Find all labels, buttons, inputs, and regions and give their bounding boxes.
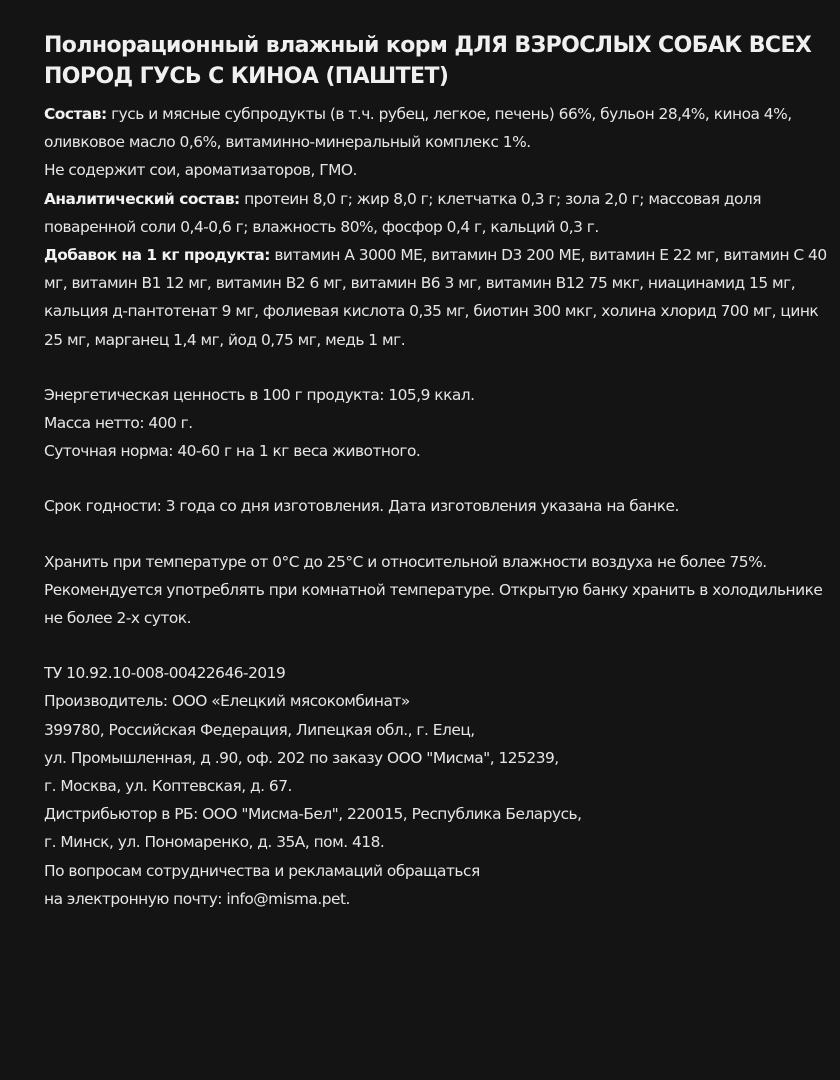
manufacturer-line: Производитель: ООО «Елецкий мясокомбинат» xyxy=(44,692,410,711)
spacer xyxy=(44,354,834,381)
composition-text: гусь и мясные субпродукты (в т.ч. рубец, легкое, печень) 66%, бульон 28,4%, киноа 4%, оливковое масло 0,6%, витаминно-минеральный комплекс 1%. xyxy=(44,105,792,152)
composition-label: Состав: xyxy=(44,105,107,123)
no-soy-line: Не содержит сои, ароматизаторов, ГМО. xyxy=(44,161,357,180)
analytical-text: протеин 8,0 г; жир 8,0 г; клетчатка 0,3 г; зола 2,0 г; массовая доля поваренной соли 0,4-0,6 г; влажность 80%, фосфор 0,4 г, кальций 0,3 г. xyxy=(44,189,762,236)
contact-line-1: По вопросам сотрудничества и рекламаций обращаться xyxy=(44,861,480,880)
address-line-1: 399780, Российская Федерация, Липецкая обл., г. Елец, xyxy=(44,720,475,739)
spacer xyxy=(44,465,834,492)
contact-line-2: на электронную почту: info@misma.pet. xyxy=(44,889,350,908)
additives-label: Добавок на 1 кг продукта: xyxy=(44,246,270,265)
additives-paragraph xyxy=(44,241,834,354)
shelf-life-paragraph: Срок годности: 3 года со дня изготовления. Дата изготовления указана на банке. xyxy=(44,497,679,516)
spacer xyxy=(44,632,834,659)
recommend-paragraph: Рекомендуется употреблять при комнатной температуре. Открытую банку хранить в холодильнике не более 2-х суток. xyxy=(44,580,823,628)
storage-paragraph: Хранить при температуре от 0°С до 25°С и относительной влажности воздуха не более 75%. xyxy=(44,552,767,571)
distributor-line-1: Дистрибьютор в РБ: ООО "Мисма-Бел", 220015, Республика Беларусь, xyxy=(44,805,582,824)
additives-text: витамин А 3000 МЕ, витамин D3 200 МЕ, витамин Е 22 мг, витамин С 40 мг, витамин В1 12 мг, витамин В2 6 мг, витамин В6 3 мг, витамин В12 75 мкг, ниацинамид 15 мг, кальция д-пантотенат 9 мг, фолиевая кислота 0,35 мг, биотин 300 мкг, холина хлорид 700 мг, цинк 25 мг, марганец 1,4 мг, йод 0,75 мг, медь 1 мг. xyxy=(44,246,827,349)
spacer xyxy=(44,521,834,548)
address-line-3: г. Москва, ул. Коптевская, д. 67. xyxy=(44,777,292,796)
net-mass-line: Масса нетто: 400 г. xyxy=(44,414,193,433)
tu-line: ТУ 10.92.10-008-00422646-2019 xyxy=(44,664,286,683)
energy-line: Энергетическая ценность в 100 г продукта: 105,9 ккал. xyxy=(44,385,475,404)
analytical-label: Аналитический состав: xyxy=(44,189,240,208)
distributor-line-2: г. Минск, ул. Пономаренко, д. 35А, пом. 418. xyxy=(44,833,385,852)
analytical-paragraph xyxy=(44,185,834,241)
label-panel xyxy=(8,0,832,1080)
product-title: Полнорационный влажный корм ДЛЯ ВЗРОСЛЫХ СОБАК ВСЕХ ПОРОД ГУСЬ С КИНОА (ПАШТЕТ) xyxy=(44,33,812,89)
address-line-2: ул. Промышленная, д .90, оф. 202 по заказу ООО "Мисма", 125239, xyxy=(44,748,559,767)
daily-norm-line: Суточная норма: 40-60 г на 1 кг веса животного. xyxy=(44,442,421,461)
composition-paragraph xyxy=(44,100,834,156)
label-text-block xyxy=(44,30,834,913)
